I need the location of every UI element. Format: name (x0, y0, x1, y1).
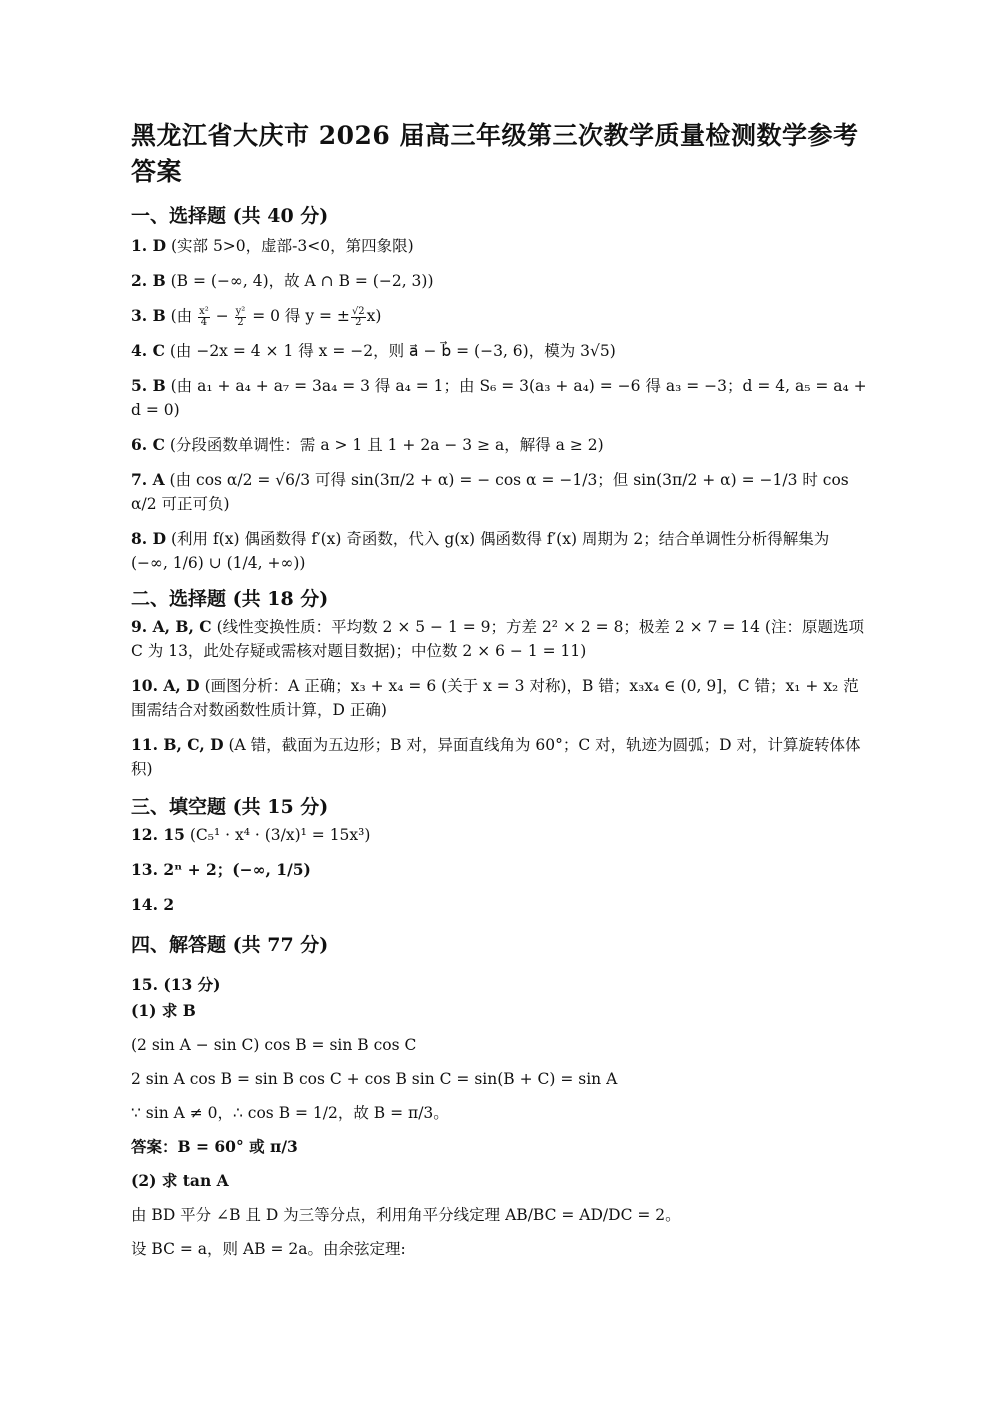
answer-10-text: (画图分析：A 正确；x₃ + x₄ = 6 (关于 x = 3 对称)，B 错；x₃x₄ ∈ (0, 9]，C 错；x₁ + x₂ 范围需结合对数函数性质计算，D 正确) (131, 677, 859, 719)
problem-15-part-1: (1) 求 B (131, 1001, 196, 1020)
frac-num: y² (235, 305, 246, 317)
answer-4-num: 4. C (131, 341, 165, 360)
answer-7-num: 7. A (131, 470, 165, 489)
answer-9-num: 9. A, B, C (131, 617, 212, 636)
answer-7 (131, 468, 871, 516)
answer-4 (131, 339, 871, 363)
section-heading-3: 三、填空题 (共 15 分) (131, 796, 329, 818)
answer-document (131, 118, 871, 1261)
answer-1 (131, 234, 871, 258)
answer-5-text: (由 a₁ + a₄ + a₇ = 3a₄ = 3 得 a₄ = 1；由 S₆ = 3(a₃ + a₄) = −6 得 a₃ = −3；d = 4, a₅ = a₄ + d = 0) (131, 377, 867, 419)
problem-15-line-5: 设 BC = a，则 AB = 2a。由余弦定理: (131, 1240, 406, 1258)
answer-3-text-a: (由 (170, 307, 198, 325)
frac-den: 4 (200, 316, 208, 328)
answer-10-num: 10. A, D (131, 676, 200, 695)
section-heading-2: 二、选择题 (共 18 分) (131, 588, 329, 610)
problem-15-heading: 15. (13 分) (131, 975, 221, 994)
answer-8-text: (利用 f(x) 偶函数得 f′(x) 奇函数，代入 g(x) 偶函数得 f′(x) 周期为 2；结合单调性分析得解集为 (−∞, 1/6) ∪ (1/4, +∞)) (131, 530, 830, 572)
fraction-x2-4 (198, 307, 210, 328)
answer-6-text: (分段函数单调性：需 a > 1 且 1 + 2a − 3 ≥ a，解得 a ≥ 2) (169, 436, 604, 454)
frac-den: 2 (355, 316, 362, 328)
answer-2 (131, 269, 871, 293)
answer-8 (131, 527, 871, 575)
answer-6 (131, 433, 871, 457)
fraction-y2-2 (235, 307, 247, 328)
answer-6-num: 6. C (131, 435, 165, 454)
frac-num: √2 (351, 305, 365, 317)
answer-3-text-c: x) (366, 307, 382, 325)
answer-4-text: (由 −2x = 4 × 1 得 x = −2，则 a⃗ − b⃗ = (−3, 6)，模为 3√5) (169, 342, 616, 360)
section-heading-1: 一、选择题 (共 40 分) (131, 205, 329, 227)
problem-15-line-1: (2 sin A − sin C) cos B = sin B cos C (131, 1036, 417, 1054)
frac-num: x² (199, 305, 209, 317)
section-heading-4: 四、解答题 (共 77 分) (131, 934, 329, 956)
answer-12-text: (C₅¹ · x⁴ · (3/x)¹ = 15x³) (189, 826, 371, 844)
answer-1-text: (实部 5>0，虚部-3<0，第四象限) (170, 237, 414, 255)
problem-15-line-4: 由 BD 平分 ∠B 且 D 为三等分点，利用角平分线定理 AB/BC = AD/DC = 2。 (131, 1206, 681, 1224)
answer-10 (131, 674, 871, 722)
answer-9 (131, 615, 871, 663)
answer-2-text: (B = (−∞, 4)，故 A ∩ B = (−2, 3)) (170, 272, 434, 290)
problem-15-answer-1: 答案：B = 60° 或 π/3 (131, 1137, 298, 1156)
answer-9-text: (线性变换性质：平均数 2 × 5 − 1 = 9；方差 2² × 2 = 8；极差 2 × 7 = 14 (注：原题选项 C 为 13，此处存疑或需核对题目数据)；中位数 2 × 6 − 1 = 11) (131, 618, 864, 660)
frac-den: 2 (237, 316, 244, 328)
answer-3-text-b: = 0 得 y = ± (247, 307, 350, 325)
answer-2-num: 2. B (131, 271, 166, 290)
answer-12 (131, 823, 871, 847)
answer-5-num: 5. B (131, 376, 166, 395)
answer-14: 14. 2 (131, 895, 175, 914)
answer-13: 13. 2ⁿ + 2；(−∞, 1/5) (131, 860, 311, 879)
answer-11 (131, 733, 871, 781)
problem-15-part-2: (2) 求 tan A (131, 1171, 229, 1190)
answer-1-num: 1. D (131, 236, 167, 255)
problem-15-line-3: ∵ sin A ≠ 0，∴ cos B = 1/2，故 B = π/3。 (131, 1104, 449, 1122)
page-title: 黑龙江省大庆市 2026 届高三年级第三次教学质量检测数学参考答案 (131, 121, 859, 186)
answer-3-num: 3. B (131, 306, 166, 325)
answer-12-num: 12. 15 (131, 825, 185, 844)
answer-11-text: (A 错，截面为五边形；B 对，异面直线角为 60°；C 对，轨迹为圆弧；D 对，计算旋转体体积) (131, 736, 861, 778)
answer-11-num: 11. B, C, D (131, 735, 224, 754)
fraction-sqrt2-2 (351, 307, 366, 328)
answer-5 (131, 374, 871, 422)
answer-3: 3. B (由 $\frac{\text{x²}}{4}$ − $\frac{\text{y²}}{2}$ = 0 得 y = ± $\frac{√2}{2}$ x) (131, 305, 382, 328)
answer-7-text: (由 cos α/2 = √6/3 可得 sin(3π/2 + α) = − cos α = −1/3；但 sin(3π/2 + α) = −1/3 时 cos α/2 可正可负) (131, 471, 849, 513)
problem-15-line-2: 2 sin A cos B = sin B cos C + cos B sin C = sin(B + C) = sin A (131, 1070, 618, 1088)
answer-8-num: 8. D (131, 529, 167, 548)
